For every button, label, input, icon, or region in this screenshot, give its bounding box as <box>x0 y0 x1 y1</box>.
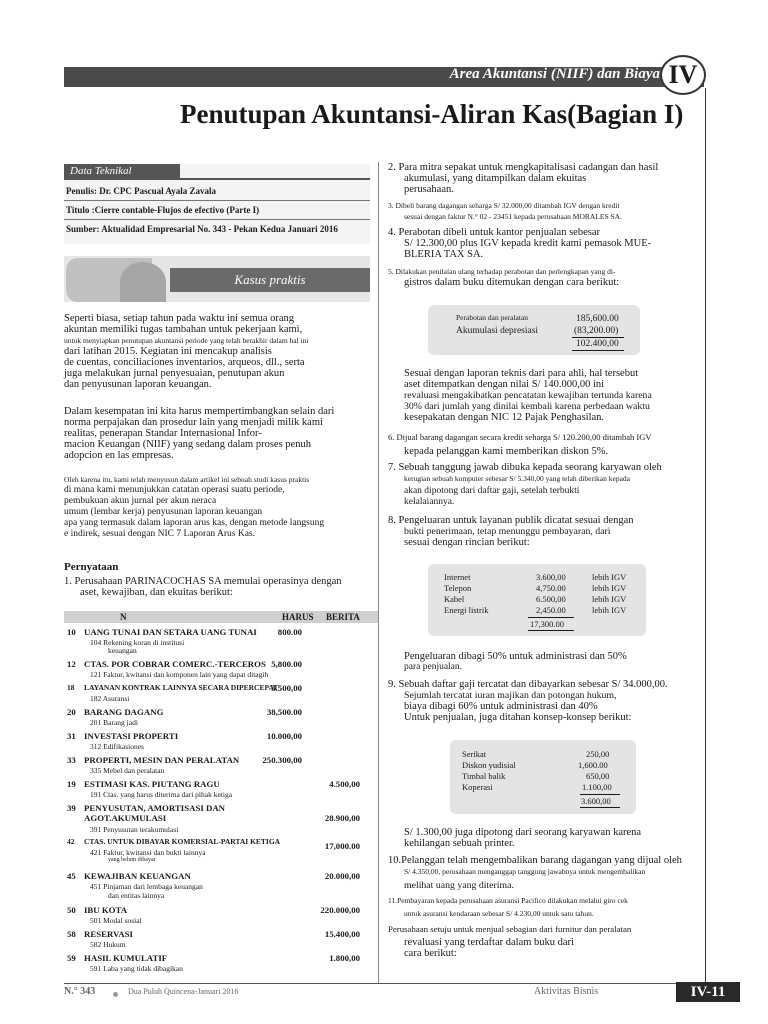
subtotal-rule <box>572 337 624 338</box>
account-code: 19 <box>67 779 76 789</box>
text-line: 30% dari jumlah yang dinilai kembali karena perbedaan waktu <box>404 401 650 412</box>
text-line: perusahaan. <box>404 184 454 195</box>
text-line: pembukuan akun jurnal per akun neraca <box>64 496 217 506</box>
account-code: 20 <box>67 707 76 717</box>
deduction-label: Serikat <box>462 749 487 759</box>
text-line: kehilangan sebuah printer. <box>404 838 515 849</box>
text-line: dan penyusunan laporan keuangan. <box>64 379 212 390</box>
deductions-total: 3.600,00 <box>581 796 611 806</box>
footer-section: Aktivitas Bisnis <box>534 986 599 997</box>
text-line: gistros dalam buku ditemukan dengan cara berikut: <box>404 277 620 288</box>
text-line: 2. Para mitra sepakat untuk mengkapitalisasi cadangan dan hasil <box>388 162 659 173</box>
text-line: akuntan memiliki tugas tambahan untuk pekerjaan kami, <box>64 324 303 335</box>
penulis-line: Penulis: Dr. CPC Pascual Ayala Zavala <box>66 186 217 196</box>
utility-label: Kabel <box>444 594 465 604</box>
text-line: 10.Pelanggan telah mengembalikan barang dagangan yang dijual oleh <box>388 855 682 866</box>
accounts-table <box>64 627 378 977</box>
table-row <box>64 929 378 953</box>
utility-label: Telepon <box>444 583 472 593</box>
text-line: untuk menyiapkan penutupan akuntansi periode yang telah berakhir dalam hal ini <box>64 336 309 345</box>
deduction-value: 1.100,00 <box>582 782 612 792</box>
sub-account: 182 Asuransi <box>90 694 130 703</box>
account-name: KEWAJIBAN KEUANGAN <box>84 871 191 881</box>
table-row <box>64 731 378 755</box>
titulo-line: Titulo :Cierre contable-Flujos de efectivo (Parte I) <box>66 205 260 215</box>
page-number: IV-11 <box>676 982 740 1002</box>
item-5 <box>388 266 703 288</box>
deductions-rows <box>462 749 622 793</box>
harus-value: 800.00 <box>277 627 302 637</box>
text-line: cara berikut: <box>404 948 457 959</box>
third-paragraph <box>64 474 374 540</box>
text-line: sesuai dengan rincian berikut: <box>404 537 530 548</box>
sub-account: 591 Laba yang tidak dibagikan <box>90 964 183 973</box>
utilities-rows <box>444 572 644 616</box>
box-total: 102.400,00 <box>576 339 619 349</box>
subtotal-rule <box>580 794 620 795</box>
utility-value: 2,450.00 <box>536 605 566 615</box>
sub-account: 335 Mebel dan peralatan <box>90 766 165 775</box>
deduction-row <box>462 771 622 782</box>
sub-account: 191 Ctas. yang harus diterima dari pihak ketiga <box>90 790 233 799</box>
final-paragraph <box>388 924 704 959</box>
deduction-value: 250,00 <box>586 749 610 759</box>
text-line: aset, kewajiban, dan ekuitas berikut: <box>80 587 233 598</box>
text-line: 11.Pembayaran kepada perusahaan asuransi Pacifico dilakukan melalui giro cek <box>388 896 628 905</box>
text-line: umum (lembar kerja) penyusunan laporan keuangan <box>64 507 263 517</box>
table-row <box>64 683 378 707</box>
utility-label: Energi listrik <box>444 605 489 615</box>
text-line: e indirek, sesuai dengan NIC 7 Laporan Arus Kas. <box>64 529 256 539</box>
utility-value: 3.600,00 <box>536 572 566 582</box>
item-9 <box>388 679 704 723</box>
box-value: (83,200.00) <box>574 326 619 336</box>
section-title: Area Akuntansi (NIIF) dan Biaya <box>449 66 660 82</box>
box-value: 185,600.00 <box>576 314 619 324</box>
text-line: 6. Dijual barang dagangan secara kredit seharga S/ 120.200,00 ditambah IGV <box>388 432 652 442</box>
text-line: sesuai dengan faktur N.° 02 - 23451 kepada perusahaan MORALES SA. <box>404 212 622 221</box>
table-header-berita: BERITA <box>326 612 360 622</box>
text-line: 5. Dilakukan penilaian ulang terhadap perabotan dan perlengkapan yang di- <box>388 267 616 276</box>
total-rule <box>528 630 574 631</box>
deduction-label: Timbal balik <box>462 771 506 781</box>
berita-value: 4.500,00 <box>329 779 360 789</box>
sub-account: 121 Faktur, kwitansi dan komponen lain yang dapat ditagih <box>90 670 269 679</box>
box-label: Perabotan dan peralatan <box>456 313 529 322</box>
deduction-row <box>462 782 622 793</box>
utilities-total: 17,300.00 <box>530 619 564 629</box>
item-7 <box>388 462 704 508</box>
account-code: 12 <box>67 659 76 669</box>
account-code: 42 <box>67 837 75 846</box>
text-line: adopcion en las empresas. <box>64 450 174 461</box>
deduction-value: 650,00 <box>586 771 610 781</box>
text-line: kepada pelanggan kami memberikan diskon 5%. <box>404 446 609 457</box>
account-code: 39 <box>67 803 76 813</box>
account-name: UANG TUNAI DAN SETARA UANG TUNAI <box>84 627 257 637</box>
account-name: HASIL KUMULATIF <box>84 953 168 963</box>
harus-value: 250.300,00 <box>262 755 302 765</box>
publication-date: Dua Puluh Quincena-Januari 2016 <box>128 987 239 996</box>
text-line: aset ditempatkan dengan nilai S/ 140.000,00 ini <box>404 379 605 390</box>
utility-row <box>444 605 644 616</box>
account-code: 31 <box>67 731 76 741</box>
divider <box>64 219 370 220</box>
text-line: revaluasi mengakibatkan pencatatan kewajiban tertunda karena <box>404 390 652 401</box>
text-line: Seperti biasa, setiap tahun pada waktu ini semua orang <box>64 313 295 324</box>
item-8 <box>388 515 704 548</box>
sub-account: 451 Pinjaman dari lembaga keuangan <box>90 882 203 891</box>
text-line: Dalam kesempatan ini kita harus mempertimbangkan selain dari <box>64 406 335 417</box>
text-line: 1. Perusahaan PARINACOCHAS SA memulai operasinya dengan <box>64 576 342 587</box>
sub-account: keuangan <box>108 646 137 655</box>
intro-paragraph <box>64 313 374 390</box>
text-line: 4. Perabotan dibeli untuk kantor penjualan sebesar <box>388 227 600 238</box>
utility-value: 4,750.00 <box>536 583 566 593</box>
account-name: IBU KOTA <box>84 905 128 915</box>
account-code: 33 <box>67 755 76 765</box>
text-line: 8. Pengeluaran untuk layanan publik dicatat sesuai dengan <box>388 515 634 526</box>
sub-account: dan entitas lainnya <box>108 891 165 900</box>
account-code: 59 <box>67 953 76 963</box>
text-line: S/ 12.300,00 plus IGV kepada kredit kami pemasok MUE- <box>404 238 652 249</box>
column-divider <box>378 162 379 984</box>
text-line: realitas, penerapan Standar Internasional Infor- <box>64 428 262 439</box>
text-line: kerugian sebuah komputer sebesar S/ 5.340,00 yang telah diberikan kepada <box>404 474 630 483</box>
berita-value: 28.900,00 <box>324 813 360 823</box>
account-name: LAYANAN KONTRAK LAINNYA SECARA DIPERCEPAT <box>84 683 279 692</box>
harus-value: 5,800.00 <box>271 659 302 669</box>
sumber-line: Sumber: Aktualidad Empresarial No. 343 - Pekan Kedua Januari 2016 <box>66 224 338 234</box>
account-name: PENYUSUTAN, AMORTISASI DAN AGOT.AKUMULASI <box>84 803 226 823</box>
utility-value: 6.500,00 <box>536 594 566 604</box>
berita-value: 15.400,00 <box>324 929 360 939</box>
sub-account: yang belum dibayar <box>108 857 156 863</box>
account-name: BARANG DAGANG <box>84 707 164 717</box>
utility-row <box>444 583 644 594</box>
item-2 <box>388 162 703 195</box>
account-name: PROPERTI, MESIN DAN PERALATAN <box>84 755 240 765</box>
item-4 <box>388 227 703 260</box>
deduction-row <box>462 760 622 771</box>
utility-note: lebih IGV <box>592 572 627 582</box>
text-line: Sesuai dengan laporan teknis dari para ahli, hal tersebut <box>404 368 639 379</box>
text-line: juga melakukan jurnal penyesuaian, penutupan akun <box>64 368 285 379</box>
right-margin-rule <box>705 88 706 984</box>
deduction-label: Diskon yudisial <box>462 760 516 770</box>
sub-account: 312 Edifikasiones <box>90 742 144 751</box>
account-name: RESERVASI <box>84 929 133 939</box>
text-line: S/ 4.350,00, perusahaan menganggap tanggung jawabnya untuk mengembalikan <box>404 867 646 876</box>
berita-value: 220.000,00 <box>320 905 360 915</box>
divider <box>64 200 370 201</box>
total-rule <box>580 807 620 808</box>
deduction-label: Koperasi <box>462 782 493 792</box>
chapter-badge: IV <box>660 55 706 95</box>
text-line: S/ 1.300,00 juga dipotong dari seorang karyawan karena <box>404 827 642 838</box>
berita-value: 17,000.00 <box>324 841 360 851</box>
harus-value: 38,500.00 <box>266 707 302 717</box>
harus-value: 10.000,00 <box>266 731 302 741</box>
text-line: Perusahaan setuju untuk menjual sebagian dari furnitur dan peralatan <box>388 924 632 934</box>
table-row <box>64 627 378 659</box>
text-line: bukti penerimaan, tetap menunggu pembayaran, dari <box>404 526 611 537</box>
text-line: Oleh karena itu, kami telah menyusun dalam artikel ini sebuah studi kasus praktis <box>64 475 310 484</box>
text-line: untuk asuransi kendaraan sebesar S/ 4.230,00 untuk satu tahun. <box>404 909 594 918</box>
sub-account: 582 Hukum <box>90 940 126 949</box>
harus-value: 3.500,00 <box>271 683 302 693</box>
footer-rule <box>64 983 704 984</box>
item-3 <box>388 200 703 222</box>
table-row <box>64 707 378 731</box>
text-line: kelalaiannya. <box>404 497 455 507</box>
sub-account: 104 Rekening koran di institusi <box>90 638 185 647</box>
berita-value: 20.000,00 <box>324 871 360 881</box>
berita-value: 1.800,00 <box>329 953 360 963</box>
item-11 <box>388 895 704 919</box>
text-line: norma perpajakan dan prosedur lain yang menjadi milik kami <box>64 417 323 428</box>
text-line: akumulasi, yang ditampilkan dalam ekuitas <box>404 173 587 184</box>
utility-label: Internet <box>444 572 471 582</box>
table-header-n: N <box>120 612 127 622</box>
table-row <box>64 871 378 905</box>
account-name: CTAS. UNTUK DIBAYAR KOMERSIAL-PARTAI KETIGA <box>84 837 281 846</box>
right-column <box>388 162 703 288</box>
table-row <box>64 755 378 779</box>
utility-row <box>444 572 644 583</box>
account-code: 50 <box>67 905 76 915</box>
account-code: 18 <box>67 683 75 692</box>
text-line: BLERIA TAX SA. <box>404 249 484 260</box>
sub-account: 421 Faktur, kwitansi dan bukti lainnya <box>90 848 206 857</box>
after-item-8 <box>404 651 704 673</box>
banner-photo-figure <box>120 262 166 302</box>
item-10 <box>388 855 704 891</box>
subtotal-rule <box>528 617 574 618</box>
table-row <box>64 905 378 929</box>
text-line: 9. Sebuah daftar gaji tercatat dan dibayarkan sebesar S/ 34.000,00. <box>388 679 668 690</box>
box-label: Akumulasi depresiasi <box>456 326 539 336</box>
text-line: akan dipotong dari daftar gaji, setelah terbukti <box>404 486 580 496</box>
text-line: de cuentas, conciliaciones inventarios, arqueos, dll., serta <box>64 357 305 368</box>
table-row <box>64 779 378 803</box>
table-row <box>64 659 378 683</box>
utility-note: lebih IGV <box>592 605 627 615</box>
bullet-icon <box>113 992 118 997</box>
deduction-value: 1,600.00 <box>578 760 608 770</box>
text-line: Pengeluaran dibagi 50% untuk administrasi dan 50% <box>404 651 627 662</box>
text-line: kesepakatan dengan NIC 12 Pajak Penghasilan. <box>404 412 605 423</box>
sub-account: 391 Penyusutan terakumulasi <box>90 825 179 834</box>
table-row <box>64 837 378 871</box>
text-line: dari latihan 2015. Kegiatan ini mencakup analisis <box>64 346 272 357</box>
table-row <box>64 953 378 977</box>
issue-number: N.° 343 <box>64 986 96 997</box>
utility-note: lebih IGV <box>592 594 627 604</box>
text-line: para penjualan. <box>404 662 463 672</box>
text-line: di mana kami menunjukkan catatan operasi suatu periode, <box>64 485 285 495</box>
total-rule <box>572 350 624 351</box>
text-line: revaluasi yang terdaftar dalam buku dari <box>404 937 574 948</box>
utility-row <box>444 594 644 605</box>
item-6 <box>388 432 704 457</box>
text-line: apa yang termasuk dalam laporan arus kas, dengan metode langsung <box>64 518 325 528</box>
text-line: macion Keuangan (NIIF) yang sedang dalam proses penuh <box>64 439 311 450</box>
account-name: INVESTASI PROPERTI <box>84 731 179 741</box>
pernyataan-heading: Pernyataan <box>64 561 119 573</box>
text-line: Untuk penjualan, juga ditahan konsep-konsep berikut: <box>404 712 632 723</box>
account-code: 45 <box>67 871 76 881</box>
table-row <box>64 803 378 837</box>
account-code: 10 <box>67 627 76 637</box>
second-paragraph <box>64 406 374 461</box>
text-line: Sejumlah tercatat iuran majikan dan potongan hukum, <box>404 690 617 701</box>
sub-account: 201 Barang jadi <box>90 718 138 727</box>
text-line: biaya dibagi 60% untuk administrasi dan 40% <box>404 701 598 712</box>
after-item-9 <box>404 827 704 849</box>
text-line: 7. Sebuah tanggung jawab dibuka kepada seorang karyawan oleh <box>388 462 662 473</box>
item-1 <box>64 576 378 598</box>
deduction-row <box>462 749 622 760</box>
account-code: 58 <box>67 929 76 939</box>
page-title: Penutupan Akuntansi-Aliran Kas(Bagian I) <box>180 99 684 129</box>
account-name: CTAS. POR COBRAR COMERC.-TERCEROS <box>84 659 266 669</box>
text-line: 3. Dibeli barang dagangan seharga S/ 32.000,00 ditambah IGV dengan kredit <box>388 201 620 210</box>
table-header-harus: HARUS <box>282 612 314 622</box>
account-name: ESTIMASI KAS. PIUTANG RAGU <box>84 779 220 789</box>
sub-account: 501 Modal sosial <box>90 916 142 925</box>
text-line: melihat uang yang diterima. <box>404 880 514 891</box>
after-item-5 <box>404 368 704 423</box>
kasus-label: Kasus praktis <box>170 268 370 292</box>
data-teknikal-label: Data Teknikal <box>64 164 180 178</box>
utility-note: lebih IGV <box>592 583 627 593</box>
